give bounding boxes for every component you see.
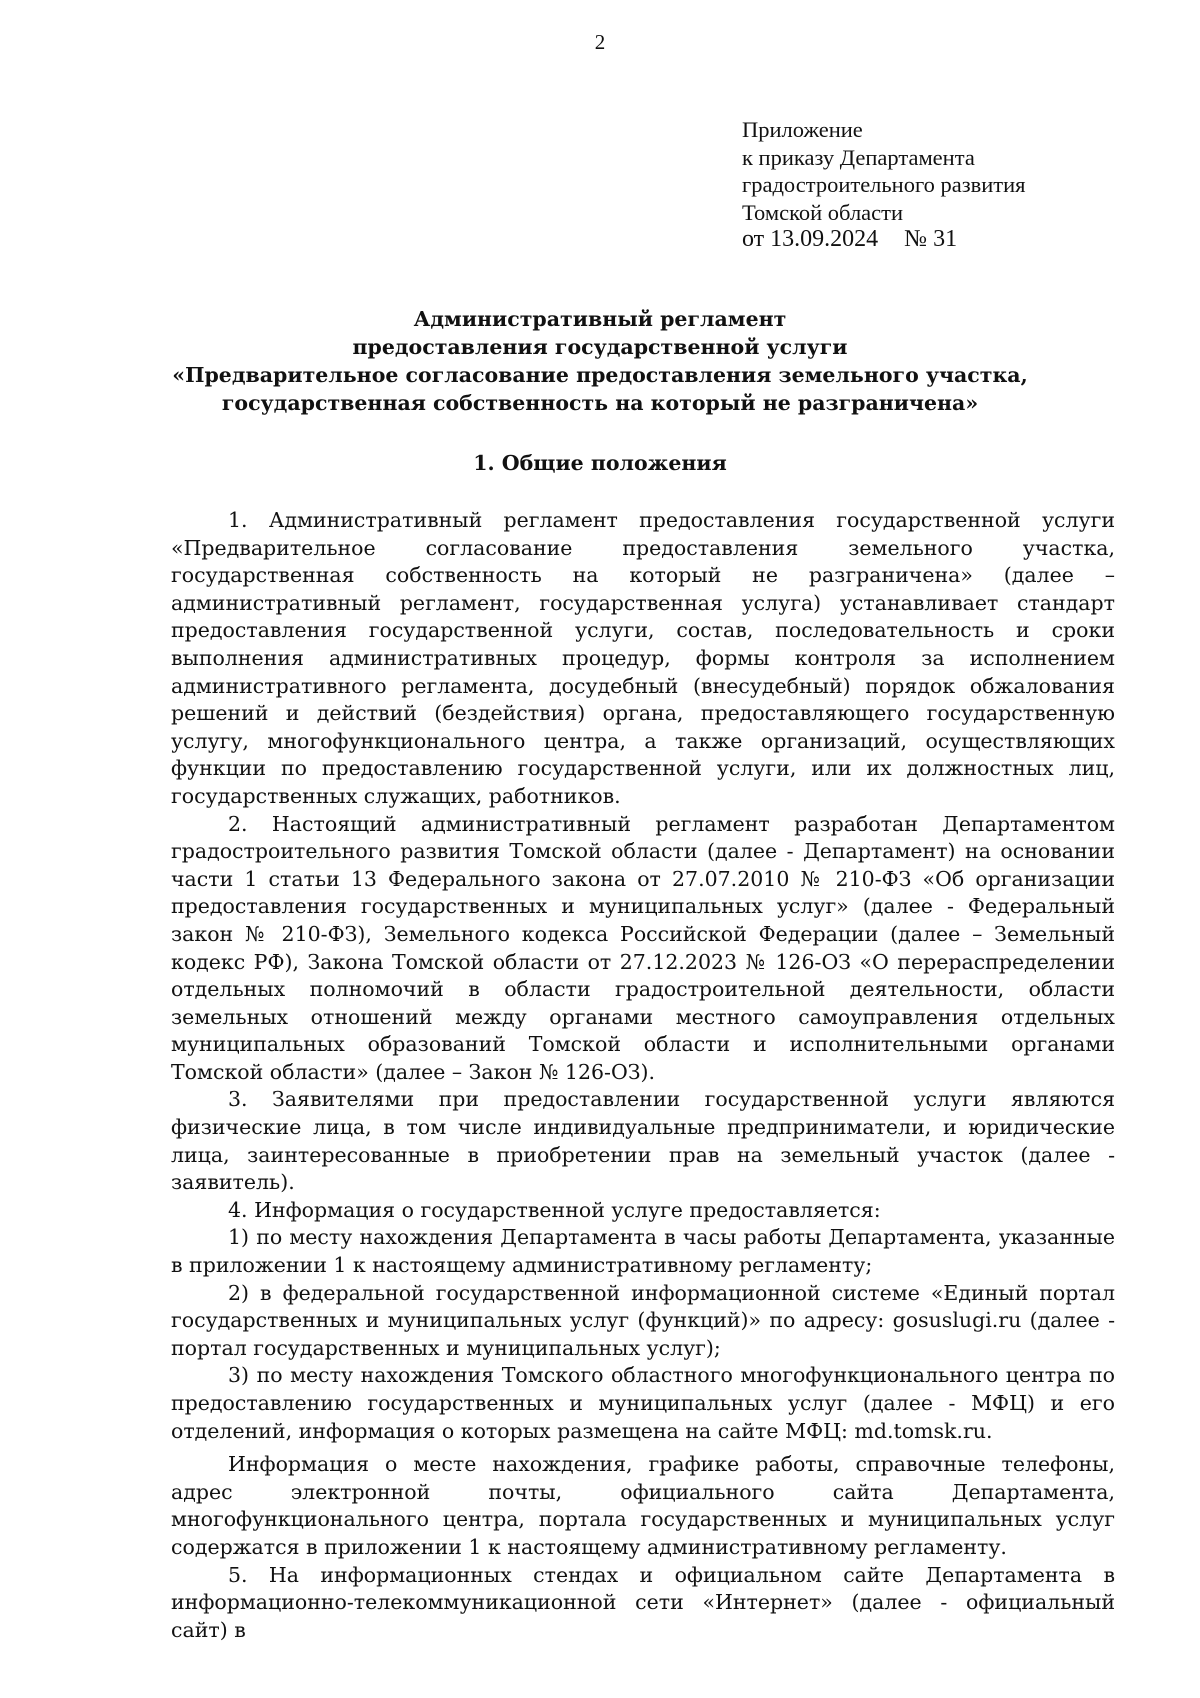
section-heading: 1. Общие положения <box>473 451 727 475</box>
paragraph-info: Информация о месте нахождения, графике работы, справочные телефоны, адрес электронной почты, официального сайта Департамента, многофункционального центра, портала государственных и муниципальных услуг содержатся в приложении 1 к настоящему административному регламенту. <box>171 1452 1115 1559</box>
paragraph-3: 3. Заявителями при предоставлении государственной услуги являются физические лица, в том числе индивидуальные предприниматели, и юридические лица, заинтересованные в приобретении прав на земельный участок (далее - заявитель). <box>171 1087 1115 1195</box>
paragraph-1: 1. Административный регламент предоставления государственной услуги «Предварительное согласование предоставления земельного участка, государственная собственность на который не разграничена» (далее – административный регламент, государственная услуга) устанавливает стандарт предоставления государственной услуги, состав, последовательность и сроки выполнения административных процедур, формы контроля за исполнением административного регламента, досудебный (внесудебный) порядок обжалования решений и действий (бездействия) органа, предоставляющего государственную услугу, многофункционального центра, а также организаций, осуществляющих функции по предоставлению государственной услуги, или их должностных лиц, государственных служащих, работников. <box>171 508 1115 808</box>
appendix-order-line <box>742 226 1026 254</box>
order-date: от 13.09.2024 <box>742 226 879 252</box>
paragraph-5: 5. На информационных стендах и официальном сайте Департамента в информационно-телекоммуникационной сети «Интернет» (далее - официальный сайт) в <box>171 1562 1115 1642</box>
appendix-order-ref: к приказу Департамента <box>742 144 975 170</box>
list-item-3: 3) по месту нахождения Томского областного многофункционального центра по предоставлению государственных и муниципальных услуг (далее - МФЦ) и его отделений, информация о которых размещена на сайте МФЦ: md.tomsk.ru. <box>171 1363 1115 1443</box>
title-line-3: «Предварительное согласование предоставления земельного участка, <box>172 363 1028 387</box>
title-line-1: Административный регламент <box>413 307 787 331</box>
title-line-2: предоставления государственной услуги <box>352 335 848 359</box>
paragraph-4: 4. Информация о государственной услуге предоставляется: <box>228 1197 881 1222</box>
appendix-department: градостроительного развития <box>742 172 1026 197</box>
page-number: 2 <box>594 30 606 54</box>
appendix-block <box>742 116 1026 254</box>
document-body <box>171 507 1115 1644</box>
appendix-label: Приложение <box>742 117 863 142</box>
list-item-1: 1) по месту нахождения Департамента в часы работы Департамента, указанные в приложении 1 к настоящему административному регламенту; <box>171 1225 1115 1278</box>
document-title <box>0 305 1200 417</box>
order-number: № 31 <box>904 226 958 252</box>
paragraph-2: 2. Настоящий административный регламент разработан Департаментом градостроительного развития Томской области (далее - Департамент) на основании части 1 статьи 13 Федерального закона от 27.07.2010 № 210-ФЗ «Об организации предоставления государственных и муниципальных услуг» (далее - Федеральный закон № 210-ФЗ), Земельного кодекса Российской Федерации (далее – Земельный кодекс РФ), Закона Томской области от 27.12.2023 № 126-ОЗ «О перераспределении отдельных полномочий в области градостроительной деятельности, области земельных отношений между органами местного самоуправления отдельных муниципальных образований Томской области и исполнительными органами Томской области» (далее – Закон № 126-ОЗ). <box>171 811 1115 1084</box>
title-line-4: государственная собственность на который не разграничена» <box>221 391 979 415</box>
appendix-region: Томской области <box>742 199 904 225</box>
list-item-2: 2) в федеральной государственной информационной системе «Единый портал государственных и муниципальных услуг (функций)» по адресу: gosuslugi.ru (далее - портал государственных и муниципальных услуг); <box>171 1280 1115 1360</box>
